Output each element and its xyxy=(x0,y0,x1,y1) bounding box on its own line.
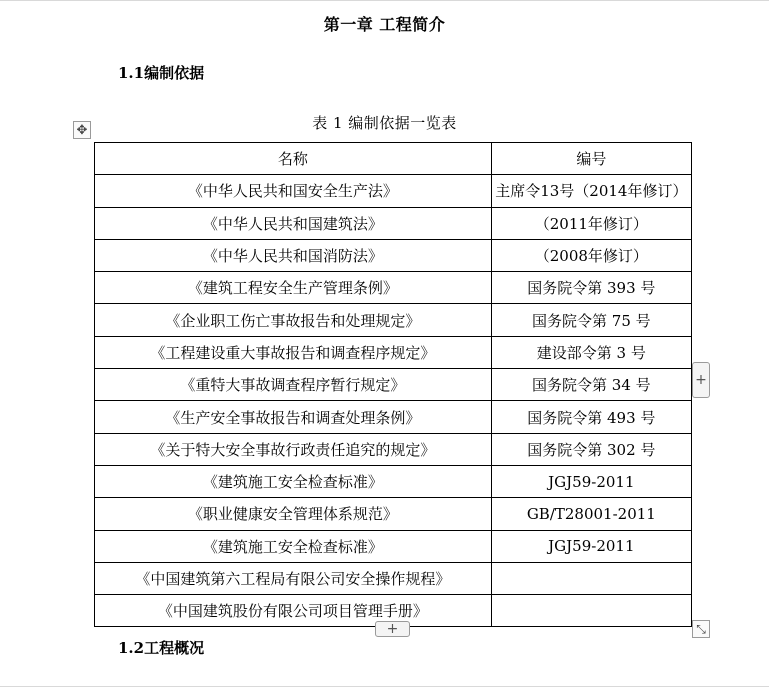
cell-name[interactable]: 《中华人民共和国安全生产法》 xyxy=(95,175,492,207)
cell-name[interactable]: 《中华人民共和国消防法》 xyxy=(95,239,492,271)
cell-number[interactable]: JGJ59-2011 xyxy=(491,530,691,562)
header-number[interactable]: 编号 xyxy=(491,143,691,175)
cell-name[interactable]: 《建筑施工安全检查标准》 xyxy=(95,465,492,497)
cell-name[interactable]: 《生产安全事故报告和调查处理条例》 xyxy=(95,401,492,433)
cell-name[interactable]: 《关于特大安全事故行政责任追究的规定》 xyxy=(95,433,492,465)
cell-name[interactable]: 《建筑工程安全生产管理条例》 xyxy=(95,272,492,304)
cell-name[interactable]: 《中国建筑股份有限公司项目管理手册》 xyxy=(95,595,492,627)
table-row xyxy=(95,336,692,368)
cell-number[interactable]: （2011年修订） xyxy=(491,207,691,239)
table-row xyxy=(95,433,692,465)
table-row xyxy=(95,562,692,594)
cell-number[interactable]: （2008年修订） xyxy=(491,239,691,271)
cell-name[interactable]: 《企业职工伤亡事故报告和处理规定》 xyxy=(95,304,492,336)
section-heading-basis: 1.1编制依据 xyxy=(118,64,205,82)
table-move-icon[interactable]: ✥ xyxy=(73,121,91,139)
table-resize-icon[interactable]: ⤡ xyxy=(692,620,710,638)
cell-number[interactable] xyxy=(491,562,691,594)
cell-name[interactable]: 《中华人民共和国建筑法》 xyxy=(95,207,492,239)
cell-number[interactable]: 国务院令第 493 号 xyxy=(491,401,691,433)
table-caption: 表 1 编制依据一览表 xyxy=(312,114,457,132)
cell-number[interactable]: JGJ59-2011 xyxy=(491,465,691,497)
header-name[interactable]: 名称 xyxy=(95,143,492,175)
table-header-row xyxy=(95,143,692,175)
cell-number[interactable] xyxy=(491,595,691,627)
table-row xyxy=(95,175,692,207)
table-row xyxy=(95,272,692,304)
cell-number[interactable]: 国务院令第 393 号 xyxy=(491,272,691,304)
cell-number[interactable]: 国务院令第 302 号 xyxy=(491,433,691,465)
table-row xyxy=(95,401,692,433)
cell-name[interactable]: 《重特大事故调查程序暂行规定》 xyxy=(95,369,492,401)
page-top-border xyxy=(0,0,769,5)
table-row xyxy=(95,465,692,497)
cell-name[interactable]: 《工程建设重大事故报告和调查程序规定》 xyxy=(95,336,492,368)
add-column-plus-icon[interactable]: + xyxy=(692,362,710,398)
table-row xyxy=(95,369,692,401)
chapter-title: 第一章 工程简介 xyxy=(323,15,446,34)
table-row xyxy=(95,530,692,562)
basis-table xyxy=(94,142,692,627)
section-heading-overview: 1.2工程概况 xyxy=(118,639,205,657)
cell-number[interactable]: 主席令13号（2014年修订） xyxy=(491,175,691,207)
cell-number[interactable]: 建设部令第 3 号 xyxy=(491,336,691,368)
cell-number[interactable]: 国务院令第 34 号 xyxy=(491,369,691,401)
table-row xyxy=(95,304,692,336)
cell-name[interactable]: 《中国建筑第六工程局有限公司安全操作规程》 xyxy=(95,562,492,594)
add-row-plus-icon[interactable]: + xyxy=(375,621,410,637)
table-row xyxy=(95,239,692,271)
cell-name[interactable]: 《职业健康安全管理体系规范》 xyxy=(95,498,492,530)
cell-number[interactable]: 国务院令第 75 号 xyxy=(491,304,691,336)
cell-name[interactable]: 《建筑施工安全检查标准》 xyxy=(95,530,492,562)
cell-number[interactable]: GB/T28001-2011 xyxy=(491,498,691,530)
page-bottom-border xyxy=(0,686,769,687)
table-row xyxy=(95,498,692,530)
table-row xyxy=(95,207,692,239)
